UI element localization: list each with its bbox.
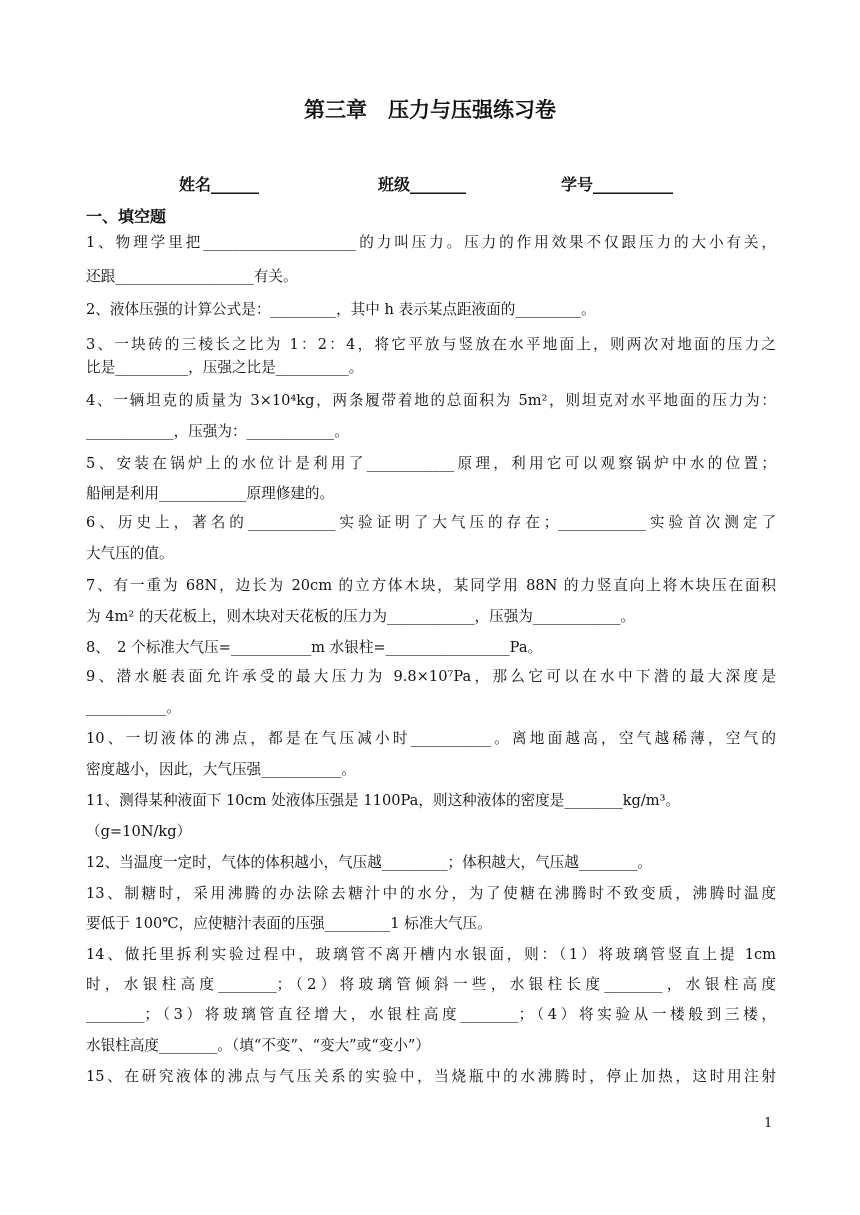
student-id-field: [561, 172, 673, 195]
question-line: 9、潜水艇表面允许承受的最大压力为 9.8×10⁷Pa，那么它可以在水中下潜的最大深度是: [86, 668, 776, 685]
name-blank: ______: [211, 175, 260, 194]
question-line: 还跟___________________有关。: [86, 268, 298, 285]
question-line: 水银柱高度________。（填“不变”、“变大”或“变小”）: [86, 1037, 430, 1054]
name-label: 姓名: [179, 175, 212, 194]
question-line: 13、制糖时，采用沸腾的办法除去糖汁中的水分，为了使糖在沸腾时不致变质，沸腾时温度: [86, 885, 776, 902]
class-blank: _______: [410, 175, 467, 194]
question-line: （g=10N/kg）: [86, 823, 192, 840]
question-line: 5、安装在锅炉上的水位计是利用了____________原理，利用它可以观察锅炉中水的位置；: [86, 455, 776, 472]
class-label: 班级: [378, 175, 411, 194]
question-line: 6、历史上，著名的____________实验证明了大气压的存在；____________实验首次测定了: [86, 514, 776, 531]
question-line: 大气压的值。: [86, 545, 174, 562]
question-line: 1、物理学里把_____________________的力叫压力。压力的作用效果不仅跟压力的大小有关，: [86, 234, 776, 251]
question-line: 14、做托里拆利实验过程中，玻璃管不离开槽内水银面，则：（1）将玻璃管竖直上提 1cm: [86, 946, 776, 963]
question-line: 要低于 100℃，应使糖汁表面的压强_________1 标准大气压。: [86, 915, 492, 932]
question-line: 密度越小，因此，大气压强___________。: [86, 761, 356, 778]
page-title: 第三章 压力与压强练习卷: [304, 98, 556, 122]
page-number: 1: [764, 1116, 773, 1131]
question-line: 4、一辆坦克的质量为 3×10⁴kg，两条履带着地的总面积为 5m²，则坦克对水平地面的压力为：: [86, 392, 776, 409]
question-line: 船闸是利用____________原理修建的。: [86, 485, 335, 502]
question-line: 比是__________，压强之比是__________。: [86, 359, 364, 376]
section-heading: 一、填空题: [86, 207, 167, 226]
question-line: 7、有一重为 68N，边长为 20cm 的立方体木块，某同学用 88N 的力竖直向上将木块压在面积: [86, 577, 776, 594]
question-line: ____________，压强为：____________。: [86, 423, 349, 440]
question-line: ________；（3）将玻璃管直径增大，水银柱高度________；（4）将实验从一楼般到三楼，: [86, 1006, 776, 1023]
class-field: [378, 172, 466, 195]
question-line: 为 4m² 的天花板上，则木块对天花板的压力为____________，压强为____________。: [86, 608, 636, 625]
question-line: 10、一切液体的沸点，都是在气压减小时___________。离地面越高，空气越稀薄，空气的: [86, 730, 776, 747]
question-line: 15、在研究液体的沸点与气压关系的实验中，当烧瓶中的水沸腾时，停止加热，这时用注射: [86, 1068, 776, 1085]
question-line: 11、测得某种液面下 10cm 处液体压强是 1100Pa，则这种液体的密度是________kg/m³。: [86, 792, 681, 809]
student-id-blank: __________: [593, 175, 674, 194]
question-line: 3、一块砖的三棱长之比为 1：2：4，将它平放与竖放在水平地面上，则两次对地面的压力之: [86, 336, 776, 353]
question-line: 12、当温度一定时，气体的体积越小，气压越_________；体积越大，气压越________。: [86, 854, 652, 871]
question-line: 时，水银柱高度________；（2）将玻璃管倾斜一些，水银柱长度________，水银柱高度: [86, 976, 776, 993]
question-line: 8、 2 个标准大气压=___________m 水银柱=_________________Pa。: [86, 639, 543, 656]
student-id-label: 学号: [561, 175, 594, 194]
question-line: 2、液体压强的计算公式是：_________，其中 h 表示某点距液面的_________。: [86, 301, 596, 318]
question-line: ___________。: [86, 699, 181, 716]
name-field: [179, 172, 259, 195]
